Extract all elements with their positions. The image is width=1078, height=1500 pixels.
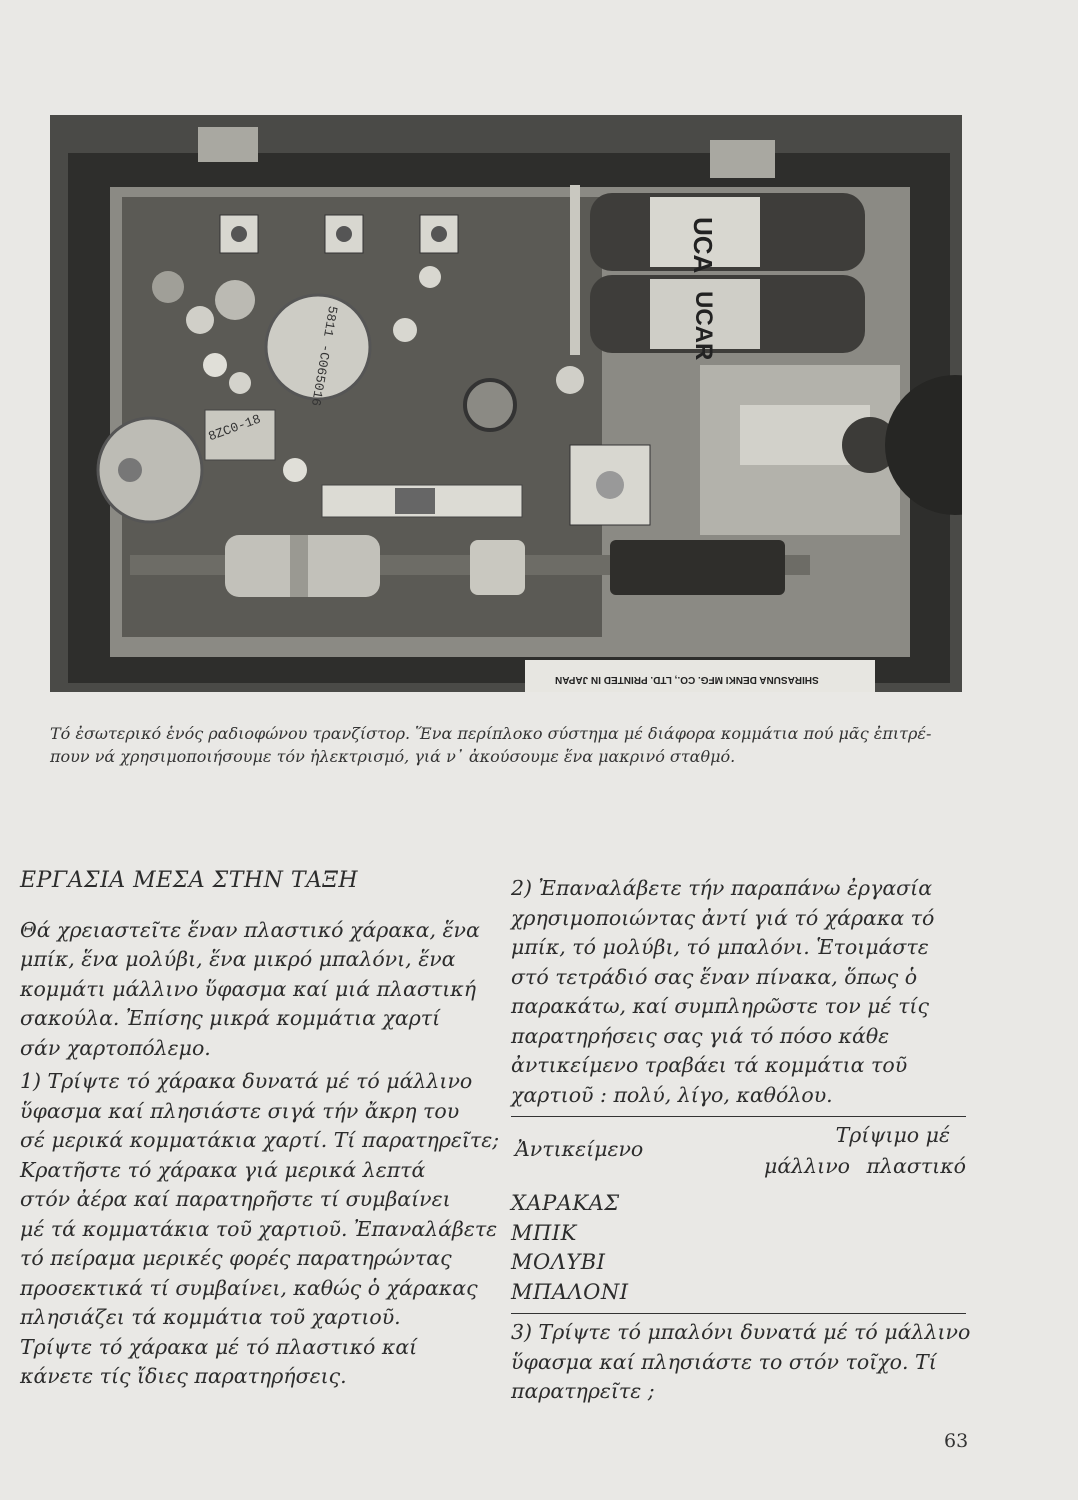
maker-plate-text: SHIRASUNA DENKI MFG. CO., LTD. PRINTED IN JAPAN xyxy=(555,674,819,685)
section-heading: ΕΡΓΑΣΙΑ ΜΕΣΑ ΣΤΗΝ ΤΑΞΗ xyxy=(20,868,359,893)
text-line: τό πείραμα μερικές φορές παρατηρώντας xyxy=(20,1246,452,1270)
table-row: ΜΠΙΚ xyxy=(511,1220,577,1245)
text-line: κάνετε τίς ἴδιες παρατηρήσεις. xyxy=(20,1364,347,1388)
text-line: κομμάτι μάλλινο ὕφασμα καί μιά πλαστική xyxy=(20,976,476,1001)
text-line: 3) Τρίψτε τό μπαλόνι δυνατά μέ τό μάλλινο xyxy=(511,1320,971,1344)
text-line: χρησιμοποιώντας ἀντί γιά τό χάρακα τό xyxy=(511,905,935,930)
text-line: παρατηρήσεις σας γιά τό πόσο κάθε xyxy=(511,1023,890,1048)
battery-bottom xyxy=(590,275,865,360)
text-line: μπίκ, τό μολύβι, τό μπαλόνι. Ἑτοιμάστε xyxy=(511,935,929,959)
table-header xyxy=(511,1121,966,1183)
text-line: Κρατῆστε τό χάρακα γιά μερικά λεπτά xyxy=(20,1157,426,1182)
text-line: στό τετράδιό σας ἕναν πίνακα, ὅπως ὁ xyxy=(511,964,918,989)
caption-line: πουν νά χρησιμοποιήσουμε τόν ἠλεκτρισμό, γιά ν᾽ ἀκούσουμε ἕνα μακρινό σταθμό. xyxy=(50,747,736,766)
caption-line: Τό ἐσωτερικό ἑνός ραδιοφώνου τρανζίστορ. Ἕνα περίπλοκο σύστημα μέ διάφορα κομμάτια πού μᾶς ἐπιτρέ- xyxy=(50,724,932,743)
text-line: προσεκτικά τί συμβαίνει, καθώς ὁ χάρακας xyxy=(20,1275,478,1300)
intro-paragraph xyxy=(20,916,485,1064)
text-line: μέ τά κομματάκια τοῦ χαρτιοῦ. Ἐπαναλάβετε xyxy=(20,1216,498,1241)
table-col-rubbing-header: Τρίψιμο μέ xyxy=(835,1123,950,1147)
page-number: 63 xyxy=(944,1430,969,1452)
battery-bottom-label: UCAR xyxy=(690,291,717,361)
table-row: ΜΟΛΥΒΙ xyxy=(511,1250,606,1274)
text-line: 2) Ἐπαναλάβετε τήν παραπάνω ἐργασία xyxy=(511,876,933,900)
table-body xyxy=(511,1189,966,1307)
text-line: παρακάτω, καί συμπληρῶστε τον μέ τίς xyxy=(511,994,929,1018)
table-row: ΧΑΡΑΚΑΣ xyxy=(511,1191,620,1215)
text-line: στόν ἀέρα καί παρατηρῆστε τί συμβαίνει xyxy=(20,1187,451,1211)
step-3-paragraph xyxy=(511,1318,971,1407)
battery-top-label: UCA xyxy=(688,217,718,274)
text-line: ἀντικείμενο τραβάει τά κομμάτια τοῦ xyxy=(511,1053,908,1077)
table-row: ΜΠΑΛΟΝΙ xyxy=(511,1279,629,1304)
table-bottom-rule xyxy=(511,1313,966,1314)
speaker-label: 5811 -C065016 xyxy=(307,304,341,408)
text-line: μπίκ, ἕνα μολύβι, ἕνα μικρό μπαλόνι, ἕνα xyxy=(20,947,456,971)
transformer-label: 8ZC0-18 xyxy=(206,411,263,445)
text-line: ὕφασμα καί πλησιάστε σιγά τήν ἄκρη του xyxy=(20,1098,460,1123)
table-col-object-header: Ἀντικείμενο xyxy=(515,1137,644,1161)
text-line: σέ μερικά κομματάκια χαρτί. Τί παρατηρεῖτε; xyxy=(20,1128,500,1152)
figure-caption xyxy=(50,722,980,768)
table-top-rule xyxy=(511,1116,966,1117)
table-col-plastic-header: πλαστικό xyxy=(866,1154,966,1178)
battery-top xyxy=(590,193,865,274)
text-line: Τρίψτε τό χάρακα μέ τό πλαστικό καί xyxy=(20,1334,418,1359)
text-line: σακούλα. Ἐπίσης μικρά κομμάτια χαρτί xyxy=(20,1006,441,1030)
text-line: χαρτιοῦ : πολύ, λίγο, καθόλου. xyxy=(511,1082,833,1107)
table-col-wool-header: μάλλινο xyxy=(764,1154,850,1178)
text-line: 1) Τρίψτε τό χάρακα δυνατά μέ τό μάλλινο xyxy=(20,1069,473,1093)
radio-photo-drawing xyxy=(50,115,962,692)
text-line: Θά χρειαστεῖτε ἕναν πλαστικό χάρακα, ἕνα xyxy=(20,917,480,942)
text-line: παρατηρεῖτε ; xyxy=(511,1379,655,1403)
left-column xyxy=(20,866,500,1392)
radio-interior-photo xyxy=(50,115,962,692)
step-1-paragraph xyxy=(20,1067,500,1392)
text-line: σάν χαρτοπόλεμο. xyxy=(20,1035,211,1060)
text-line: ὕφασμα καί πλησιάστε το στόν τοῖχο. Τί xyxy=(511,1349,937,1374)
step-2-paragraph xyxy=(511,874,966,1110)
right-column xyxy=(511,866,971,1407)
text-line: πλησιάζει τά κομμάτια τοῦ χαρτιοῦ. xyxy=(20,1305,401,1329)
